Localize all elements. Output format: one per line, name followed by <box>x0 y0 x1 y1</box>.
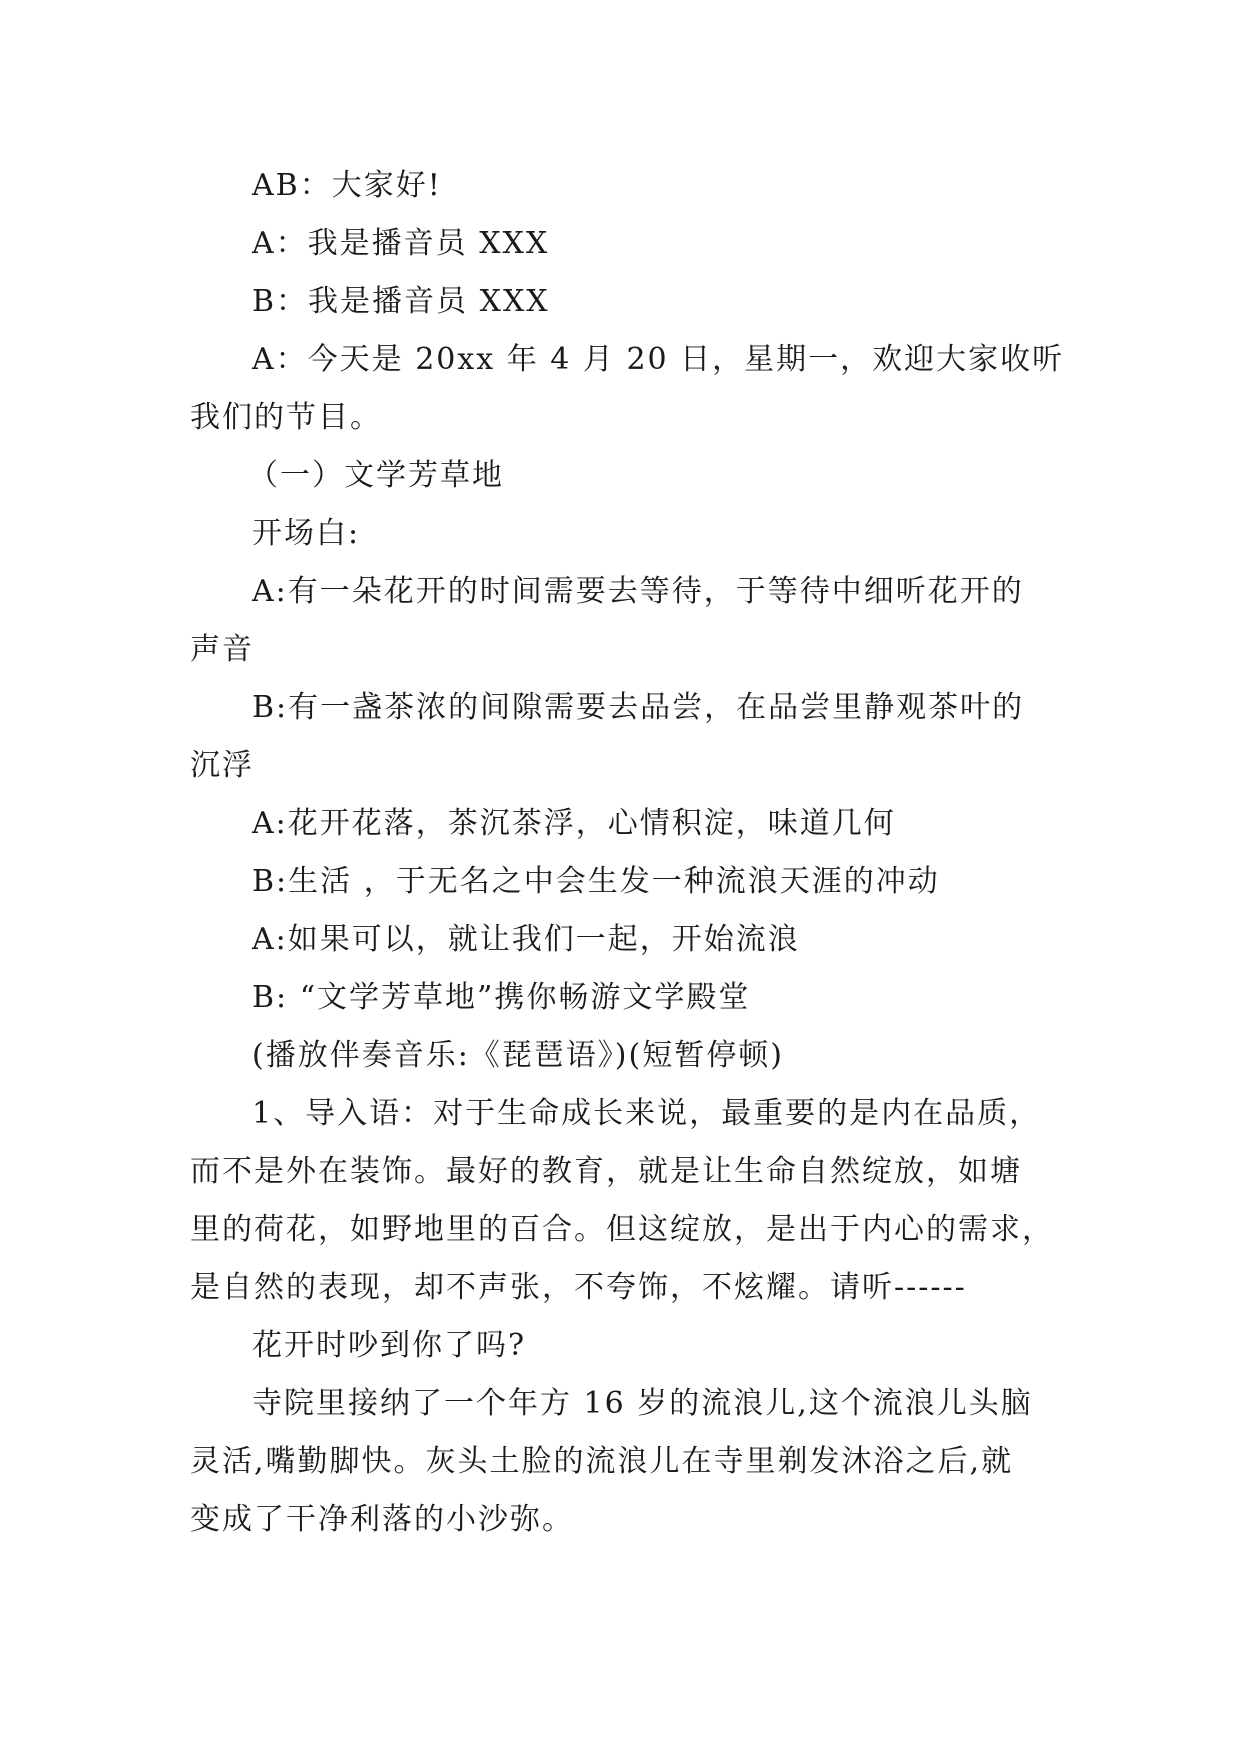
document-body <box>190 157 1065 1549</box>
greeting-line: AB：大家好! <box>252 168 442 203</box>
dialogue-line: B: “文学芳草地”携你畅游文学殿堂 <box>252 980 751 1015</box>
host-a-intro: A：我是播音员 XXX <box>252 226 550 261</box>
dialogue-line-continued: 声音 <box>190 632 254 667</box>
story-title: 花开时吵到你了吗? <box>252 1328 527 1363</box>
intro-paragraph-line: 是自然的表现，却不声张，不夸饰，不炫耀。请听------ <box>190 1270 967 1305</box>
dialogue-line: A:花开花落，茶沉茶浮，心情积淀，味道几何 <box>252 806 896 841</box>
stage-direction: (播放伴奏音乐:《琵琶语》)(短暂停顿) <box>252 1038 784 1073</box>
opening-label: 开场白: <box>252 516 361 551</box>
dialogue-line: A:如果可以，就让我们一起，开始流浪 <box>252 922 800 957</box>
section-heading: （一）文学芳草地 <box>248 458 504 493</box>
story-paragraph-line: 灵活,嘴勤脚快。灰头土脸的流浪儿在寺里剃发沐浴之后,就 <box>190 1444 1014 1479</box>
date-line: A：今天是 20xx 年 4 月 20 日，星期一，欢迎大家收听 <box>252 342 1065 377</box>
date-line-continued: 我们的节目。 <box>190 400 382 435</box>
intro-paragraph-line: 1、导入语：对于生命成长来说，最重要的是内在品质， <box>252 1096 1042 1131</box>
dialogue-line-continued: 沉浮 <box>190 748 254 783</box>
dialogue-line: A:有一朵花开的时间需要去等待，于等待中细听花开的 <box>252 574 1024 609</box>
intro-paragraph-line: 而不是外在装饰。最好的教育，就是让生命自然绽放，如塘 <box>190 1154 1022 1189</box>
intro-paragraph-line: 里的荷花，如野地里的百合。但这绽放，是出于内心的需求， <box>190 1212 1054 1247</box>
story-paragraph-line: 变成了干净利落的小沙弥。 <box>190 1502 574 1537</box>
dialogue-line: B:生活 ，于无名之中会生发一种流浪天涯的冲动 <box>252 864 940 899</box>
story-paragraph-line: 寺院里接纳了一个年方 16 岁的流浪儿,这个流浪儿头脑 <box>252 1386 1033 1421</box>
dialogue-line: B:有一盏茶浓的间隙需要去品尝，在品尝里静观茶叶的 <box>252 690 1025 725</box>
host-b-intro: B：我是播音员 XXX <box>252 284 550 319</box>
